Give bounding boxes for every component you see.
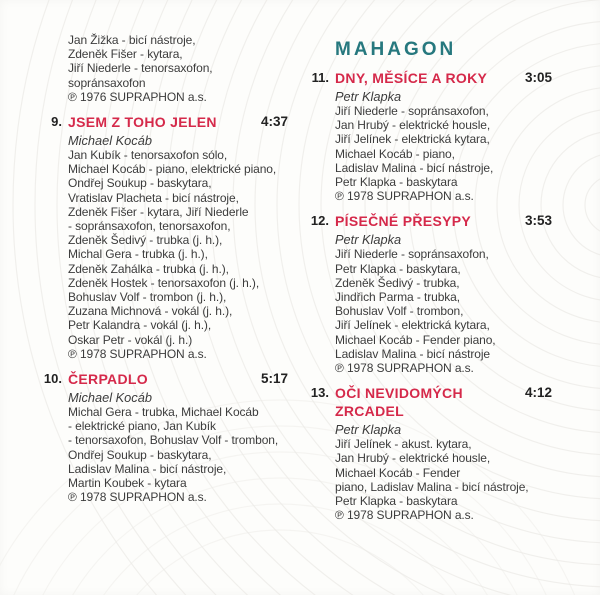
credit-line: Jan Kubík - tenorsaxofon sólo, (68, 148, 228, 163)
track-composer: Petr Klapka (335, 89, 402, 104)
track-credits (68, 148, 288, 361)
track-block-13 (312, 384, 552, 522)
credit-line: Michael Kocáb - Fender piano, (335, 332, 496, 347)
credit-line: Jan Žižka - bicí nástroje, (68, 33, 196, 47)
credit-line: Petr Klapka - baskytara, (335, 261, 461, 276)
track-title: DNY, MĚSÍCE A ROKY (335, 70, 488, 86)
credit-line: Bohuslav Volf - trombon, (335, 304, 464, 319)
credit-line: Jan Hrubý - elektrické housle, (335, 451, 491, 466)
credit-line: Bohuslav Volf - trombon (j. h.), (68, 290, 227, 305)
credit-line: Michael Kocáb - Fender (335, 465, 461, 480)
credit-line: Zdeněk Hostek - tenorsaxofon (j. h.), (68, 275, 260, 290)
track-block-9 (50, 113, 288, 361)
left-column (43, 33, 288, 505)
track-credits (335, 247, 552, 375)
track-composer: Petr Klapka (335, 422, 402, 438)
track-header (311, 69, 552, 87)
credit-line: Michal Gera - trubka, Michael Kocáb (68, 405, 259, 420)
credit-line: ℗ 1976 SUPRAPHON a.s. (68, 89, 207, 104)
credit-line: Zdeněk Šedivý - trubka, (335, 275, 460, 290)
credit-line: Ondřej Soukup - baskytara, (68, 176, 212, 191)
credit-line: Jan Hrubý - elektrické housle, (335, 118, 491, 133)
credit-line: Oskar Petr - vokál (j. h.) (68, 332, 193, 347)
intro-credits (50, 33, 288, 104)
track-duration: 4:12 (524, 385, 552, 401)
credit-line: - sopránsaxofon, tenorsaxofon, (68, 219, 231, 234)
track-credits (68, 405, 288, 504)
track-number: 13. (310, 385, 329, 401)
credit-line: Ladislav Malina - bicí nástroje, (335, 160, 494, 175)
credit-line: Jiří Jelínek - akust. kytara, (335, 437, 472, 452)
track-duration: 5:17 (260, 371, 288, 387)
credit-line: ℗ 1978 SUPRAPHON a.s. (68, 490, 207, 505)
credit-line: ℗ 1978 SUPRAPHON a.s. (335, 361, 474, 376)
credit-line: Petr Kalandra - vokál (j. h.), (68, 318, 212, 333)
track-credits (335, 104, 552, 203)
credit-line: Michael Kocáb - piano, (335, 146, 455, 161)
credit-line: ℗ 1978 SUPRAPHON a.s. (335, 189, 474, 204)
credit-line: Martin Koubek - kytara (68, 476, 187, 491)
track-block-11 (312, 69, 552, 203)
credit-line: Vratislav Placheta - bicí nástroje, (68, 190, 239, 205)
credit-line: ℗ 1978 SUPRAPHON a.s. (68, 346, 207, 361)
credit-line: Michael Kocáb - piano, elektrické piano, (68, 162, 277, 177)
credit-line: Jiří Jelínek - elektrická kytara, (335, 132, 490, 147)
credit-line: Ladislav Malina - bicí nástroje, (68, 461, 227, 476)
credit-line: Zdeněk Fišer - kytara, (68, 47, 183, 62)
credit-line: Zdeněk Fišer - kytara, Jiří Niederle (68, 204, 249, 219)
credit-line: piano, Ladislav Malina - bicí nástroje, (335, 479, 529, 494)
track-title: OČI NEVIDOMÝCH ZRCADEL (335, 385, 463, 420)
credit-line: ℗ 1978 SUPRAPHON a.s. (335, 508, 474, 523)
credit-line: Jindřich Parma - trubka, (335, 290, 460, 305)
credit-line: Petr Klapka - baskytara (335, 494, 458, 509)
credit-line: - tenorsaxofon, Bohuslav Volf - trombon, (68, 433, 279, 448)
credit-line: Zdeněk Šedivý - trubka (j. h.), (68, 233, 223, 248)
credit-line: Zuzana Michnová - vokál (j. h.), (68, 304, 233, 319)
credit-line: Jiří Niederle - sopránsaxofon, (335, 247, 489, 262)
track-header (43, 370, 288, 388)
credit-line: Zdeněk Zahálka - trubka (j. h.), (68, 261, 229, 276)
track-duration: 3:53 (524, 213, 552, 229)
track-duration: 4:37 (260, 114, 288, 130)
right-column (312, 40, 552, 522)
credit-line: Petr Klapka - baskytara (335, 175, 458, 190)
track-credits (335, 437, 552, 522)
track-title: ČERPADLO (68, 371, 148, 388)
track-header (310, 212, 552, 230)
credit-line: sopránsaxofon (68, 75, 146, 90)
credit-line: Ladislav Malina - bicí nástroje (335, 346, 490, 361)
track-composer: Petr Klapka (335, 232, 402, 248)
track-number: 12. (310, 213, 329, 229)
credit-line: Michal Gera - trubka (j. h.), (68, 247, 208, 262)
credit-line: Jiří Jelínek - elektrická kytara, (335, 318, 490, 333)
track-header (310, 384, 552, 420)
track-block-12 (312, 212, 552, 375)
track-title: JSEM Z TOHO JELEN (68, 114, 217, 131)
track-number: 11. (311, 70, 329, 85)
track-duration: 3:05 (524, 70, 552, 85)
track-number: 9. (51, 114, 62, 130)
track-header (51, 113, 288, 131)
track-number: 10. (43, 371, 62, 387)
credit-line: Ondřej Soukup - baskytara, (68, 447, 212, 462)
credit-line: Jiří Niederle - sopránsaxofon, (335, 104, 489, 118)
track-block-10 (43, 370, 288, 505)
credit-line: Jiří Niederle - tenorsaxofon, (68, 61, 213, 76)
track-title: PÍSEČNÉ PŘESYPY (335, 213, 471, 230)
band-logo-mahagon: MAHAGON (335, 39, 457, 60)
track-composer: Michael Kocáb (68, 133, 152, 149)
track-composer: Michael Kocáb (68, 390, 152, 406)
credit-line: - elektrické piano, Jan Kubík (68, 419, 216, 434)
